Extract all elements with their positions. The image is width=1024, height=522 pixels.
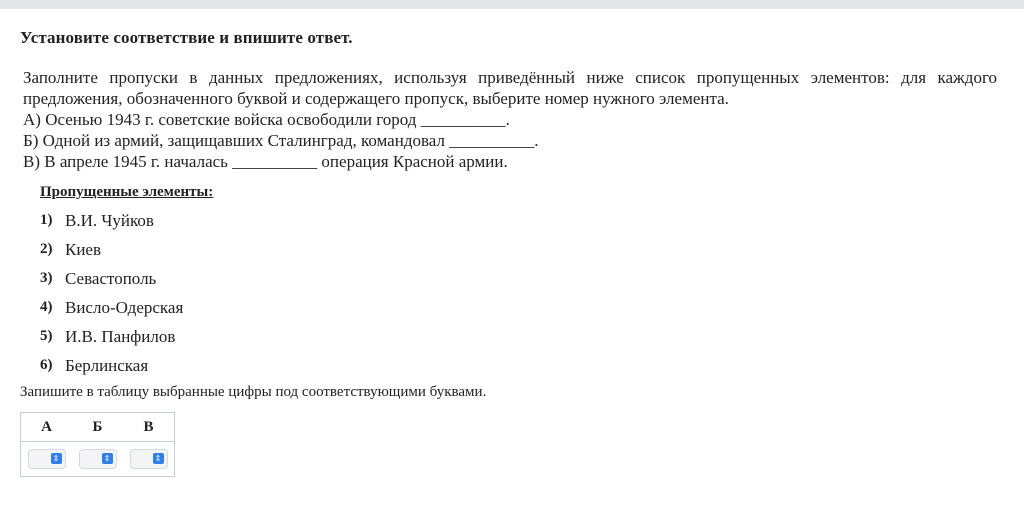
answer-header-row xyxy=(21,413,175,442)
item-text: Висло-Одерская xyxy=(65,297,184,317)
answer-select-b[interactable] xyxy=(79,449,117,469)
answer-select-a[interactable] xyxy=(28,449,66,469)
list-item xyxy=(40,293,183,322)
item-number: 6) xyxy=(40,357,53,373)
task-text xyxy=(23,67,997,172)
header-c: В xyxy=(123,413,175,442)
answer-cell-a xyxy=(21,442,73,477)
list-item xyxy=(40,351,183,380)
sentence-a: А) Осенью 1943 г. советские войска освободили город __________. xyxy=(23,110,510,129)
item-number: 1) xyxy=(40,212,53,228)
updown-chevron-icon: ⇕ xyxy=(153,453,164,464)
item-number: 3) xyxy=(40,270,53,286)
answer-input-row xyxy=(21,442,175,477)
updown-chevron-icon: ⇕ xyxy=(51,453,62,464)
item-text: Севастополь xyxy=(65,268,157,288)
answer-table xyxy=(20,412,175,477)
header-a: А xyxy=(21,413,73,442)
answer-instruction: Запишите в таблицу выбранные цифры под соответствующими буквами. xyxy=(20,384,487,400)
task-title: Установите соответствие и впишите ответ. xyxy=(20,28,353,47)
missing-elements-list xyxy=(40,206,183,380)
sentence-b: Б) Одной из армий, защищавших Сталинград, командовал __________. xyxy=(23,131,539,150)
list-item xyxy=(40,264,183,293)
answer-cell-b xyxy=(72,442,123,477)
item-text: Киев xyxy=(65,239,102,259)
list-item xyxy=(40,206,183,235)
item-text: Берлинская xyxy=(65,355,149,375)
item-text: И.В. Панфилов xyxy=(65,326,176,346)
sentence-c: В) В апреле 1945 г. началась __________ операция Красной армии. xyxy=(23,152,508,171)
item-text: В.И. Чуйков xyxy=(65,210,154,230)
item-number: 4) xyxy=(40,299,53,315)
list-item xyxy=(40,322,183,351)
answer-cell-c xyxy=(123,442,175,477)
top-bar xyxy=(0,0,1024,9)
list-item xyxy=(40,235,183,264)
task-intro: Заполните пропуски в данных предложениях, используя приведённый ниже список пропущенных элементов: для каждого предложения, обозначенного буквой и содержащего пропуск, выберите номер нужного элемента. xyxy=(23,68,997,108)
header-b: Б xyxy=(72,413,123,442)
updown-chevron-icon: ⇕ xyxy=(102,453,113,464)
missing-elements-title: Пропущенные элементы: xyxy=(40,184,214,200)
answer-select-c[interactable] xyxy=(130,449,168,469)
item-number: 5) xyxy=(40,328,53,344)
item-number: 2) xyxy=(40,241,53,257)
